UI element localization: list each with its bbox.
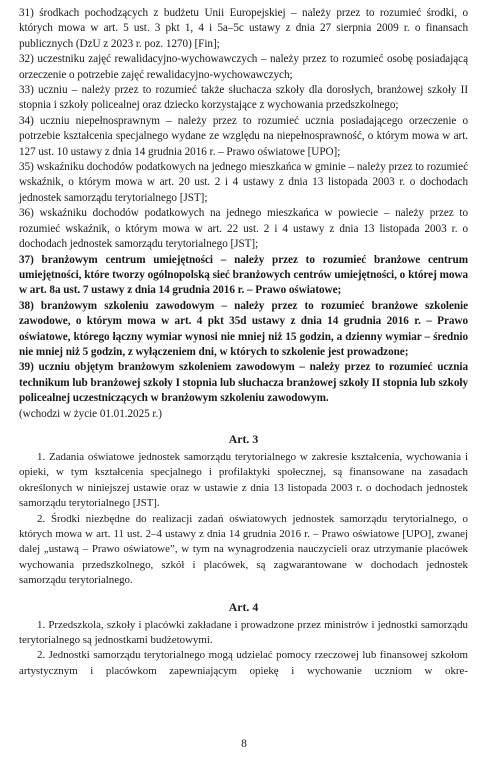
page-number: 8 bbox=[241, 738, 247, 750]
definitions-list bbox=[19, 6, 468, 422]
definition-31: 31) środkach pochodzących z budżetu Unii Europejskiej – należy przez to rozumieć środki, o których mowa w art. 5 ust. 3 pkt 1, 4 i 5a–5c ustawy z dnia 27 sierpnia 2009 r. o finansach publicznych (DzU z 2023 r. poz. 1270) [Fin]; bbox=[19, 7, 468, 50]
article-3-heading: Art. 3 bbox=[228, 431, 259, 446]
definition-35: 35) wskaźniku dochodów podatkowych na jednego mieszkańca w gminie – należy przez to rozumieć wskaźnik, o którym mowa w art. 20 ust. 2 i 4 ustawy z dnia 13 listopada 2003 r. o dochodach jednostek samorządu terytorialnego [JST]; bbox=[19, 161, 468, 204]
article-3-paragraph-2: 2. Środki niezbędne do realizacji zadań oświatowych jednostek samorządu terytorialnego, o których mowa w art. 11 ust. 2–4 ustawy z dnia 14 grudnia 2016 r. – Prawo oświatowe [UPO], zwanej dalej „ustawą – Prawo oświatowe”, w tym na wynagrodzenia nauczycieli oraz utrzymanie placówek wychowania przedszkolnego, szkół i placówek, są zagwarantowane w dochodach jednostek samorządu terytorialnego. bbox=[19, 512, 468, 587]
definition-37: 37) branżowym centrum umiejętności – należy przez to rozumieć branżowe centrum umiejętności, które tworzy ogólnopolską sieć branżowych centrów umiejętności, o której mowa w art. 8a ust. 7 ustawy z dnia 14 grudnia 2016 r. – Prawo oświatowe; bbox=[19, 253, 468, 297]
effective-date-note: (wchodzi w życie 01.01.2025 r.) bbox=[19, 407, 162, 420]
definition-36: 36) wskaźniku dochodów podatkowych na jednego mieszkańca w powiecie – należy przez to rozumieć wskaźnik, o którym mowa w art. 22 ust. 2 i 4 ustawy z dnia 13 listopada 2003 r. o dochodach jednostek samorządu terytorialnego [JST]; bbox=[19, 207, 468, 251]
definition-34: 34) uczniu niepełnosprawnym – należy przez to rozumieć ucznia posiadającego orzeczenie o potrzebie kształcenia specjalnego wydane ze względu na niepełnosprawność, o którym mowa w art. 127 ust. 10 ustawy z dnia 14 grudnia 2016 r. – Prawo oświatowe [UPO]; bbox=[19, 114, 468, 158]
definition-33: 33) uczniu – należy przez to rozumieć także słuchacza szkoły dla dorosłych, branżowej szkoły II stopnia i szkoły policealnej oraz dziecko korzystające z wychowania przedszkolnego; bbox=[19, 84, 468, 112]
article-4-heading: Art. 4 bbox=[228, 599, 259, 614]
definition-32: 32) uczestniku zajęć rewalidacyjno-wychowawczych – należy przez to rozumieć osobę posiadającą orzeczenie o potrzebie zajęć rewalidacyjno-wychowawczych; bbox=[19, 53, 468, 81]
definition-39: 39) uczniu objętym branżowym szkoleniem zawodowym – należy przez to rozumieć ucznia technikum lub branżowej szkoły I stopnia lub słuchacza branżowej szkoły II stopnia lub szkoły policealnej uczestniczących w branżowym szkoleniu zawodowym. bbox=[19, 361, 468, 405]
article-4-paragraph-2: 2. Jednostki samorządu terytorialnego mogą udzielać pomocy rzeczowej lub finansowej szkołom artystycznym i placówkom zapewniającym opiekę i wychowanie uczniom w okre- bbox=[19, 649, 468, 677]
definition-38: 38) branżowym szkoleniu zawodowym – należy przez to rozumieć branżowe szkolenie zawodowe, o którym mowa w art. 4 pkt 35d ustawy z dnia 14 grudnia 2016 r. – Prawo oświatowe, którego łączny wymiar wynosi nie mniej niż 15 godzin, a dzienny wymiar – średnio nie mniej niż 5 godzin, z wyłączeniem dni, w których to szkolenie jest prowadzone; bbox=[19, 299, 468, 358]
article-3-body bbox=[19, 450, 468, 589]
article-4-paragraph-1: 1. Przedszkola, szkoły i placówki zakładane i prowadzone przez ministrów i jednostki samorządu terytorialnego są jednostkami budżetowymi. bbox=[19, 618, 468, 647]
article-3-paragraph-1: 1. Zadania oświatowe jednostek samorządu terytorialnego w zakresie kształcenia, wychowania i opieki, w tym kształcenia specjalnego i profilaktyki społecznej, są finansowane na zasadach określonych w niniejszej ustawie oraz w ustawie z dnia 13 listopada 2003 r. o dochodach jednostek samorządu terytorialnego [JST]. bbox=[19, 450, 468, 510]
article-4-body bbox=[19, 618, 468, 680]
